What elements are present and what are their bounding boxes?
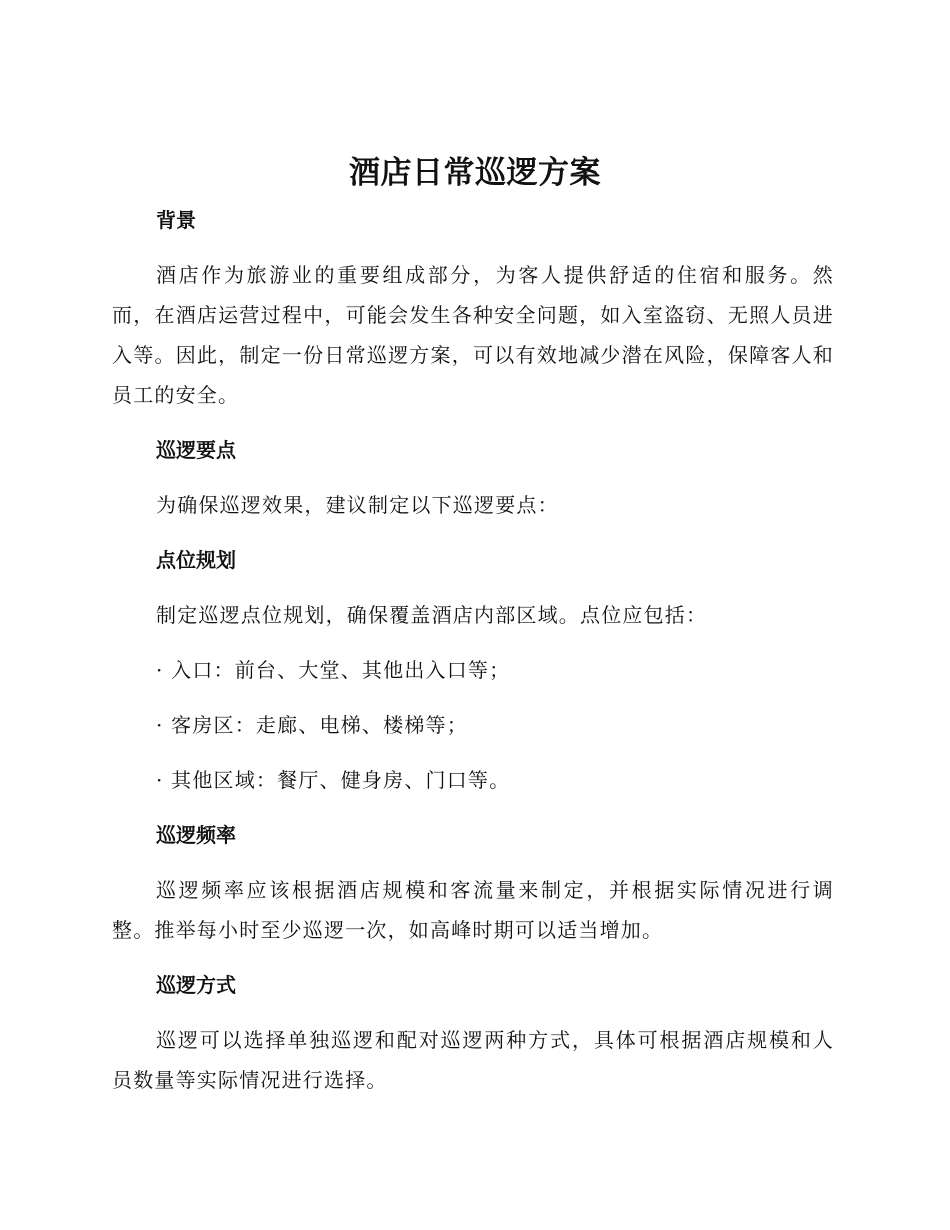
section-heading-method: 巡逻方式 xyxy=(156,973,236,997)
paragraph-background: 酒店作为旅游业的重要组成部分，为客人提供舒适的住宿和服务。然而，在酒店运营过程中，可能会发生各种安全问题，如入室盗窃、无照人员进入等。因此，制定一份日常巡逻方案，可以有效地减少潜在风险，保障客人和员工的安全。 xyxy=(112,263,834,407)
section-heading-planning: 点位规划 xyxy=(156,548,236,572)
section-heading-key-points: 巡逻要点 xyxy=(156,438,236,462)
document-body xyxy=(112,200,834,1100)
paragraph-frequency: 巡逻频率应该根据酒店规模和客流量来制定，并根据实际情况进行调整。推举每小时至少巡逻一次，如高峰时期可以适当增加。 xyxy=(112,878,834,942)
list-item: · 其他区域：餐厅、健身房、门口等。 xyxy=(156,768,511,792)
document-title: 酒店日常巡逻方案 xyxy=(349,155,601,191)
section-heading-frequency: 巡逻频率 xyxy=(156,823,236,847)
list-item: · 客房区：走廊、电梯、楼梯等； xyxy=(156,713,468,737)
paragraph-method: 巡逻可以选择单独巡逻和配对巡逻两种方式，具体可根据酒店规模和人员数量等实际情况进行选择。 xyxy=(112,1028,834,1092)
paragraph-planning: 制定巡逻点位规划，确保覆盖酒店内部区域。点位应包括： xyxy=(156,603,708,627)
paragraph-key-points: 为确保巡逻效果，建议制定以下巡逻要点： xyxy=(156,493,559,517)
list-item: · 入口：前台、大堂、其他出入口等； xyxy=(156,658,511,682)
section-heading-background: 背景 xyxy=(156,208,196,232)
